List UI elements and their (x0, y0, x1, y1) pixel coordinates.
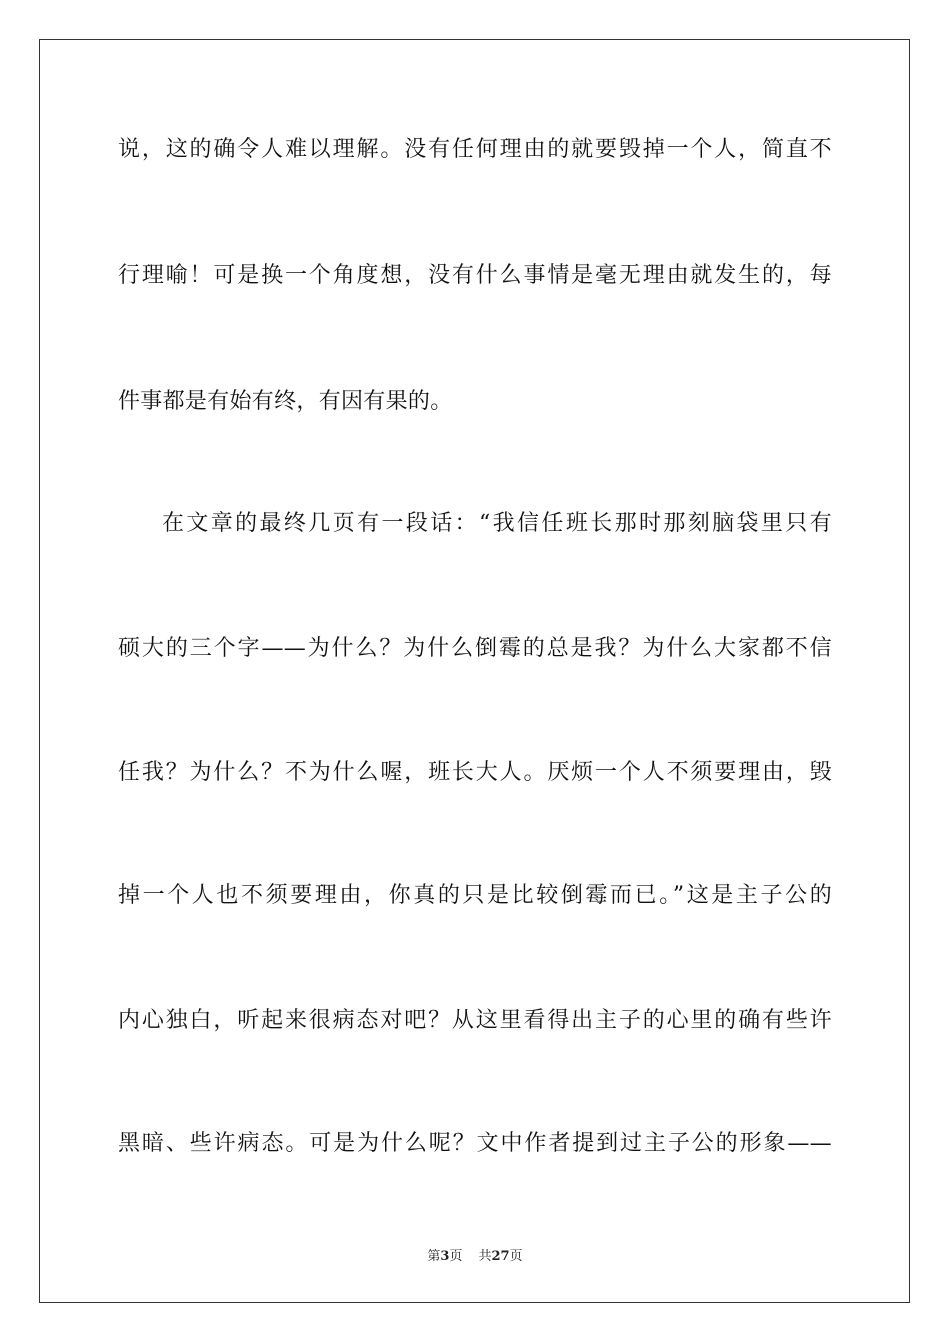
body-text-line-2: 行理喻！可是换一个角度想，没有什么事情是毫无理由就发生的，每 (118, 263, 832, 288)
footer-total-pages: 27 (491, 1249, 510, 1264)
page-footer (0, 1248, 950, 1266)
footer-prefix: 第 (427, 1249, 441, 1264)
body-text-line-3: 件事都是有始有终，有因有果的。 (118, 389, 453, 414)
body-text-line-9: 黑暗、些许病态。可是为什么呢？文中作者提到过主子公的形象—— (118, 1131, 832, 1156)
body-text-line-8: 内心独白，听起来很病态对吧？从这里看得出主子的心里的确有些许 (118, 1008, 832, 1033)
footer-current-page: 3 (440, 1249, 450, 1264)
footer-page-suffix: 页 (449, 1249, 463, 1264)
body-text-line-1: 说，这的确令人难以理解。没有任何理由的就要毁掉一个人，简直不 (118, 137, 832, 162)
footer-total-prefix: 共 (478, 1249, 492, 1264)
body-text-line-4: 在文章的最终几页有一段话：“我信任班长那时那刻脑袋里只有 (162, 511, 832, 536)
body-text-line-6: 任我？为什么？不为什么喔，班长大人。厌烦一个人不须要理由，毁 (118, 760, 832, 785)
body-text-line-7: 掉一个人也不须要理由，你真的只是比较倒霉而已。”这是主子公的 (118, 883, 832, 908)
page-border (39, 39, 910, 1303)
body-text-line-5: 硕大的三个字——为什么？为什么倒霉的总是我？为什么大家都不信 (118, 636, 832, 661)
footer-total-suffix: 页 (509, 1249, 523, 1264)
